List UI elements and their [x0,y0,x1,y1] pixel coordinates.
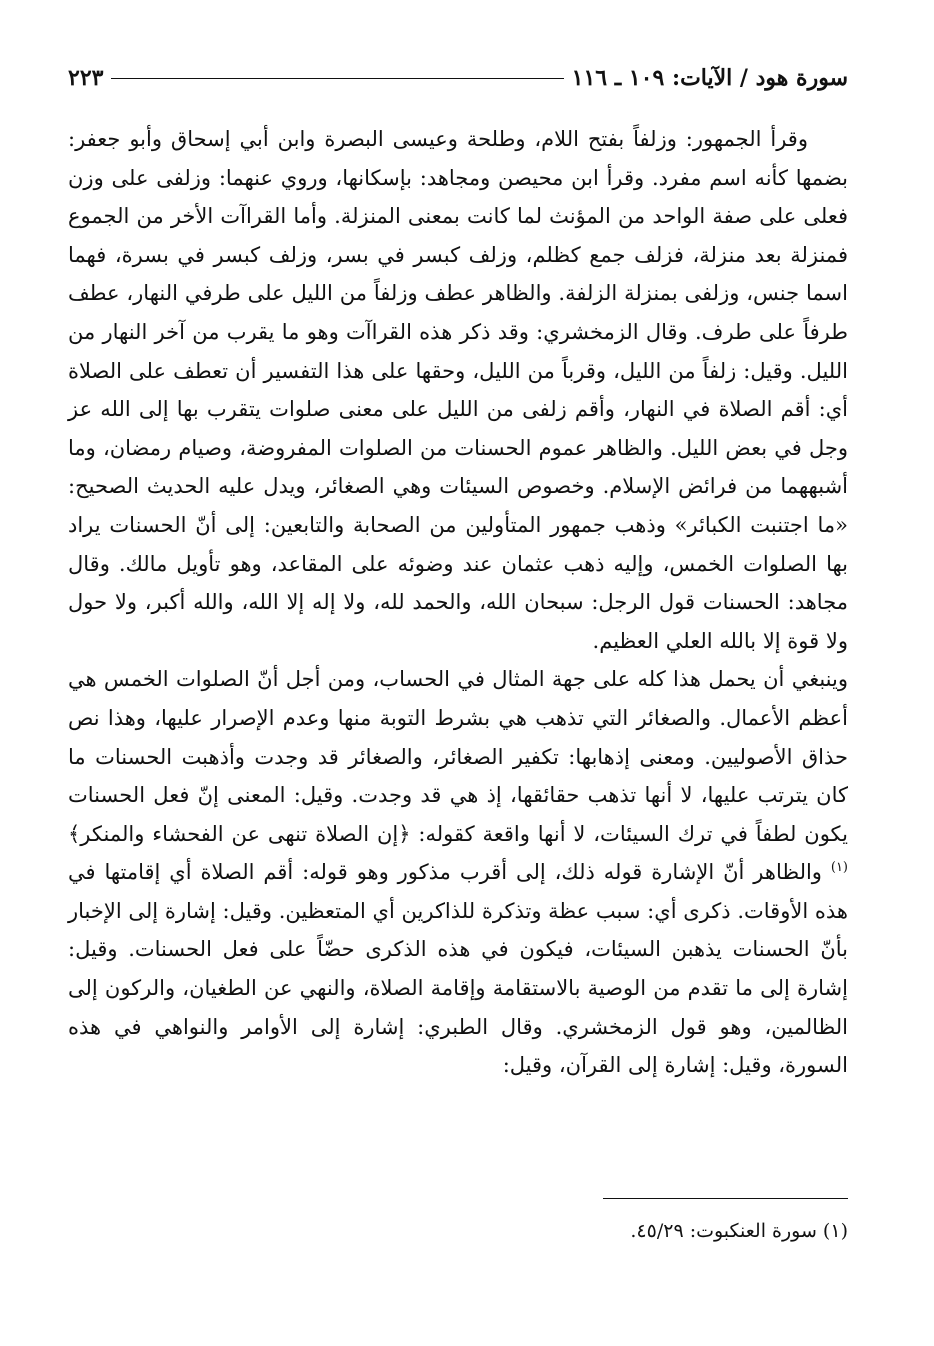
body-text [68,120,848,1085]
header-title: سورة هود / الآيات: ١٠٩ ـ ١١٦ [571,65,848,91]
footnote-rule [603,1198,848,1199]
paragraph-2-part-1: وينبغي أن يحمل هذا كله على جهة المثال في الحساب، ومن أجل أنّ الصلوات الخمس هي أعظم الأعمال. والصغائر التي تذهب هي بشرط التوبة منها وعدم الإصرار عليها، وهذا نص حذاق الأصوليين. ومعنى إذهابها: تكفير الصغائر، والصغائر قد وجدت وأذهبت الحسنات ما كان يترتب عليها، لا أنها تذهب حقائقها، إذ هي قد وجدت. وقيل: المعنى إنّ فعل الحسنات يكون لطفاً في ترك السيئات، لا أنها واقعة كقوله: ﴿إن الصلاة تنهى عن الفحشاء والمنكر﴾ [68,667,848,846]
running-header [68,58,848,98]
paragraph-2 [68,660,848,1085]
footnote: (١) سورة العنكبوت: ٤٥/٢٩. [630,1220,848,1242]
header-rule [111,78,563,79]
paragraph-1: وقرأ الجمهور: وزلفاً بفتح اللام، وطلحة وعيسى البصرة وابن أبي إسحاق وأبو جعفر: بضمها كأنه اسم مفرد. وقرأ ابن محيصن ومجاهد: بإسكانها، وروي عنهما: وزلفى على وزن فعلى على صفة الواحد من المؤنث لما كانت بمعنى المنزلة. وأما القراآت الأخر من الجموع فمنزلة بعد منزلة، فزلف جمع كظلم، وزلف كبسر في بسر، وزلف كبسر في بسرة، فهما اسما جنس، وزلفى بمنزلة الزلفة. والظاهر عطف وزلفاً من الليل على طرفي النهار، عطف طرفاً على طرف. وقال الزمخشري: وقد ذكر هذه القراآت وهو ما يقرب من آخر النهار من الليل. وقيل: زلفاً من الليل، وقرباً من الليل، وحقها على هذا التفسير أن تعطف على الصلاة أي: أقم الصلاة في النهار، وأقم زلفى من الليل على معنى صلوات يتقرب بها إلى الله عز وجل في بعض الليل. والظاهر عموم الحسنات من الصلوات المفروضة، وصيام رمضان، وما أشبههما من فرائض الإسلام. وخصوص السيئات وهي الصغائر، ويدل عليه الحديث الصحيح: «ما اجتنبت الكبائر» وذهب جمهور المتأولين من الصحابة والتابعين: إلى أنّ الحسنات يراد بها الصلوات الخمس، وإليه ذهب عثمان عند وضوئه على المقاعد، وهو تأويل مالك. وقال مجاهد: الحسنات قول الرجل: سبحان الله، والحمد لله، ولا إله إلا الله، والله أكبر، ولا حول ولا قوة إلا بالله العلي العظيم. [68,127,848,653]
book-page [68,58,848,1288]
footnote-reference: (١) [830,860,848,876]
paragraph-2-part-2: والظاهر أنّ الإشارة قوله ذلك، إلى أقرب مذكور وهو قوله: أقم الصلاة أي إقامتها في هذه الأوقات. ذكرى أي: سبب عظة وتذكرة للذاكرين أي المتعظين. وقيل: إشارة إلى الإخبار بأنّ الحسنات يذهبن السيئات، فيكون في هذه الذكرى حضّاً على فعل الحسنات. وقيل: إشارة إلى ما تقدم من الوصية بالاستقامة وإقامة الصلاة، والنهي عن الطغيان، والركون إلى الظالمين، وهو قول الزمخشري. وقال الطبري: إشارة إلى الأوامر والنواهي في هذه السورة، وقيل: إشارة إلى القرآن، وقيل: [68,860,848,1078]
page-number: ٢٢٣ [68,65,104,91]
